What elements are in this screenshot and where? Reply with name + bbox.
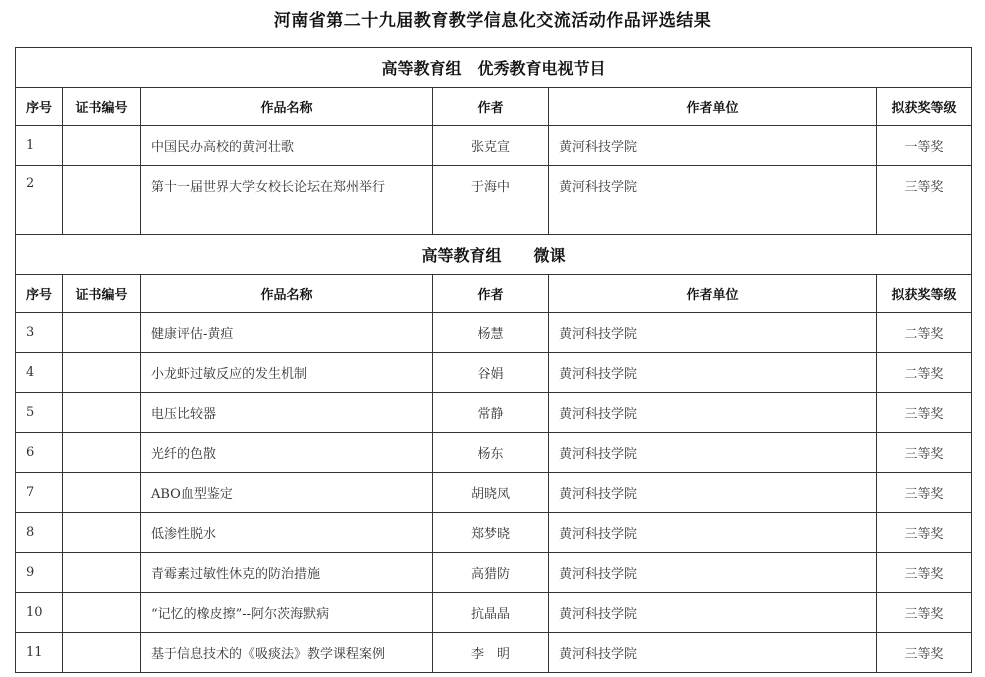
section-heading-row: [16, 48, 972, 88]
cell-seq: 4: [16, 353, 63, 393]
cell-cert: [63, 553, 141, 593]
header-row: [16, 275, 972, 313]
cell-seq: 10: [16, 593, 63, 633]
section-heading-row: [16, 235, 972, 275]
cell-title: 第十一届世界大学女校长论坛在郑州举行: [141, 166, 433, 235]
table-row: [16, 166, 972, 235]
cell-cert: [63, 633, 141, 673]
header-row: [16, 88, 972, 126]
cell-author: 胡晓凤: [433, 473, 549, 513]
cell-seq: 8: [16, 513, 63, 553]
cell-unit: 黄河科技学院: [549, 633, 877, 673]
section-heading: 高等教育组 微课: [16, 235, 972, 275]
cell-author: 抗晶晶: [433, 593, 549, 633]
cell-seq: 7: [16, 473, 63, 513]
cell-title: “记忆的橡皮擦”--阿尔茨海默病: [141, 593, 433, 633]
cell-unit: 黄河科技学院: [549, 126, 877, 166]
cell-title: ABO血型鉴定: [141, 473, 433, 513]
cell-unit: 黄河科技学院: [549, 353, 877, 393]
table-row: [16, 513, 972, 553]
cell-cert: [63, 473, 141, 513]
cell-unit: 黄河科技学院: [549, 433, 877, 473]
table-row: [16, 433, 972, 473]
cell-unit: 黄河科技学院: [549, 593, 877, 633]
cell-title: 基于信息技术的《吸痰法》教学课程案例: [141, 633, 433, 673]
cell-author: 常静: [433, 393, 549, 433]
table-row: [16, 393, 972, 433]
cell-unit: 黄河科技学院: [549, 513, 877, 553]
cell-author: 谷娟: [433, 353, 549, 393]
column-header-seq: 序号: [16, 275, 63, 313]
column-header-level: 拟获奖等级: [877, 88, 972, 126]
cell-seq: 1: [16, 126, 63, 166]
cell-level: 三等奖: [877, 433, 972, 473]
cell-seq: 6: [16, 433, 63, 473]
cell-level: 一等奖: [877, 126, 972, 166]
column-header-author: 作者: [433, 275, 549, 313]
table-row: [16, 593, 972, 633]
cell-seq: 5: [16, 393, 63, 433]
cell-cert: [63, 513, 141, 553]
cell-author: 杨慧: [433, 313, 549, 353]
cell-level: 三等奖: [877, 553, 972, 593]
cell-author: 杨东: [433, 433, 549, 473]
results-table: [15, 47, 972, 673]
column-header-title: 作品名称: [141, 275, 433, 313]
cell-seq: 11: [16, 633, 63, 673]
cell-title: 光纤的色散: [141, 433, 433, 473]
column-header-unit: 作者单位: [549, 88, 877, 126]
cell-cert: [63, 433, 141, 473]
table-row: [16, 473, 972, 513]
cell-title: 健康评估-黄疸: [141, 313, 433, 353]
cell-unit: 黄河科技学院: [549, 393, 877, 433]
cell-title: 小龙虾过敏反应的发生机制: [141, 353, 433, 393]
column-header-level: 拟获奖等级: [877, 275, 972, 313]
cell-level: 三等奖: [877, 473, 972, 513]
cell-title: 青霉素过敏性休克的防治措施: [141, 553, 433, 593]
cell-title: 中国民办高校的黄河壮歌: [141, 126, 433, 166]
column-header-unit: 作者单位: [549, 275, 877, 313]
cell-level: 三等奖: [877, 166, 972, 235]
cell-level: 二等奖: [877, 353, 972, 393]
cell-title: 低渗性脱水: [141, 513, 433, 553]
cell-cert: [63, 166, 141, 235]
cell-level: 三等奖: [877, 393, 972, 433]
column-header-cert: 证书编号: [63, 88, 141, 126]
column-header-seq: 序号: [16, 88, 63, 126]
cell-seq: 3: [16, 313, 63, 353]
cell-author: 郑梦晓: [433, 513, 549, 553]
cell-level: 二等奖: [877, 313, 972, 353]
cell-seq: 2: [16, 166, 63, 235]
cell-author: 于海中: [433, 166, 549, 235]
cell-level: 三等奖: [877, 593, 972, 633]
table-row: [16, 553, 972, 593]
column-header-author: 作者: [433, 88, 549, 126]
cell-author: 张克宣: [433, 126, 549, 166]
cell-title: 电压比较器: [141, 393, 433, 433]
cell-seq: 9: [16, 553, 63, 593]
table-row: [16, 126, 972, 166]
cell-author: 高猎防: [433, 553, 549, 593]
table-row: [16, 313, 972, 353]
cell-cert: [63, 313, 141, 353]
cell-level: 三等奖: [877, 633, 972, 673]
cell-cert: [63, 393, 141, 433]
cell-level: 三等奖: [877, 513, 972, 553]
section-heading: 高等教育组 优秀教育电视节目: [16, 48, 972, 88]
column-header-title: 作品名称: [141, 88, 433, 126]
cell-cert: [63, 353, 141, 393]
cell-unit: 黄河科技学院: [549, 473, 877, 513]
cell-author: 李 明: [433, 633, 549, 673]
cell-cert: [63, 593, 141, 633]
page-title: 河南省第二十九届教育教学信息化交流活动作品评选结果: [273, 11, 712, 31]
cell-unit: 黄河科技学院: [549, 553, 877, 593]
table-row: [16, 353, 972, 393]
table-row: [16, 633, 972, 673]
cell-unit: 黄河科技学院: [549, 166, 877, 235]
cell-cert: [63, 126, 141, 166]
cell-unit: 黄河科技学院: [549, 313, 877, 353]
column-header-cert: 证书编号: [63, 275, 141, 313]
